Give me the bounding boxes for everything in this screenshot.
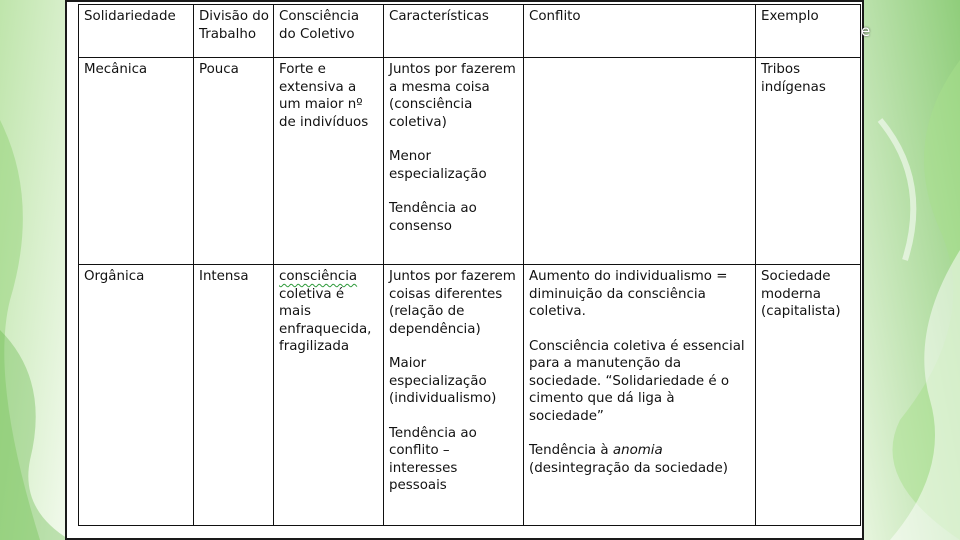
conflito-item <box>529 442 751 477</box>
cell-divisao: Intensa <box>194 265 274 526</box>
conflito-prefix: Tendência à <box>529 443 609 458</box>
header-conflito: Conflito <box>524 5 756 58</box>
header-divisao-do-trabalho: Divisão do Trabalho <box>194 5 274 58</box>
conflito-emphasis: anomia <box>612 443 663 458</box>
cell-exemplo: Sociedade moderna (capitalista) <box>756 265 861 526</box>
cell-conflito <box>524 265 756 526</box>
conflito-item: Aumento do individualismo = diminuição da consciência coletiva. <box>529 269 728 319</box>
table-row-organica <box>79 265 861 526</box>
cell-conflito <box>524 58 756 265</box>
conflito-suffix: (desintegração da sociedade) <box>529 460 728 476</box>
caracteristica-item: Maior especialização (individualismo) <box>389 356 497 406</box>
caracteristica-item: Tendência ao consenso <box>389 201 477 234</box>
caracteristica-item: Menor especialização <box>389 149 487 182</box>
conflito-item: Consciência coletiva é essencial para a manutenção da sociedade. “Solidariedade é o cimento que dá liga à sociedade” <box>529 338 745 424</box>
cell-divisao: Pouca <box>194 58 274 265</box>
cell-exemplo: Tribos indígenas <box>756 58 861 265</box>
cell-solidariedade: Mecânica <box>79 58 194 265</box>
cell-solidariedade: Orgânica <box>79 265 194 526</box>
cell-consciencia <box>274 265 384 526</box>
caracteristica-item: Juntos por fazerem coisas diferentes (relação de dependência) <box>389 269 516 337</box>
cell-caracteristicas <box>384 265 524 526</box>
header-consciencia-do-coletivo: Consciência do Coletivo <box>274 5 384 58</box>
header-caracteristicas: Características <box>384 5 524 58</box>
header-exemplo: Exemplo <box>756 5 861 58</box>
spellcheck-underlined-word: consciência <box>279 269 358 284</box>
header-solidariedade: Solidariedade <box>79 5 194 58</box>
cell-caracteristicas <box>384 58 524 265</box>
cell-consciencia: Forte e extensiva a um maior nº de indivíduos <box>274 58 384 265</box>
caracteristica-item: Tendência ao conflito – interesses pessoais <box>389 425 477 493</box>
caracteristica-item: Juntos por fazerem a mesma coisa (consciência coletiva) <box>389 62 516 130</box>
table-row-mecanica <box>79 58 861 265</box>
table-header-row <box>79 5 861 58</box>
stray-character: e <box>861 22 871 40</box>
solidarity-comparison-table <box>78 4 861 526</box>
consciencia-text: coletiva é mais enfraquecida, fragilizada <box>279 286 372 354</box>
